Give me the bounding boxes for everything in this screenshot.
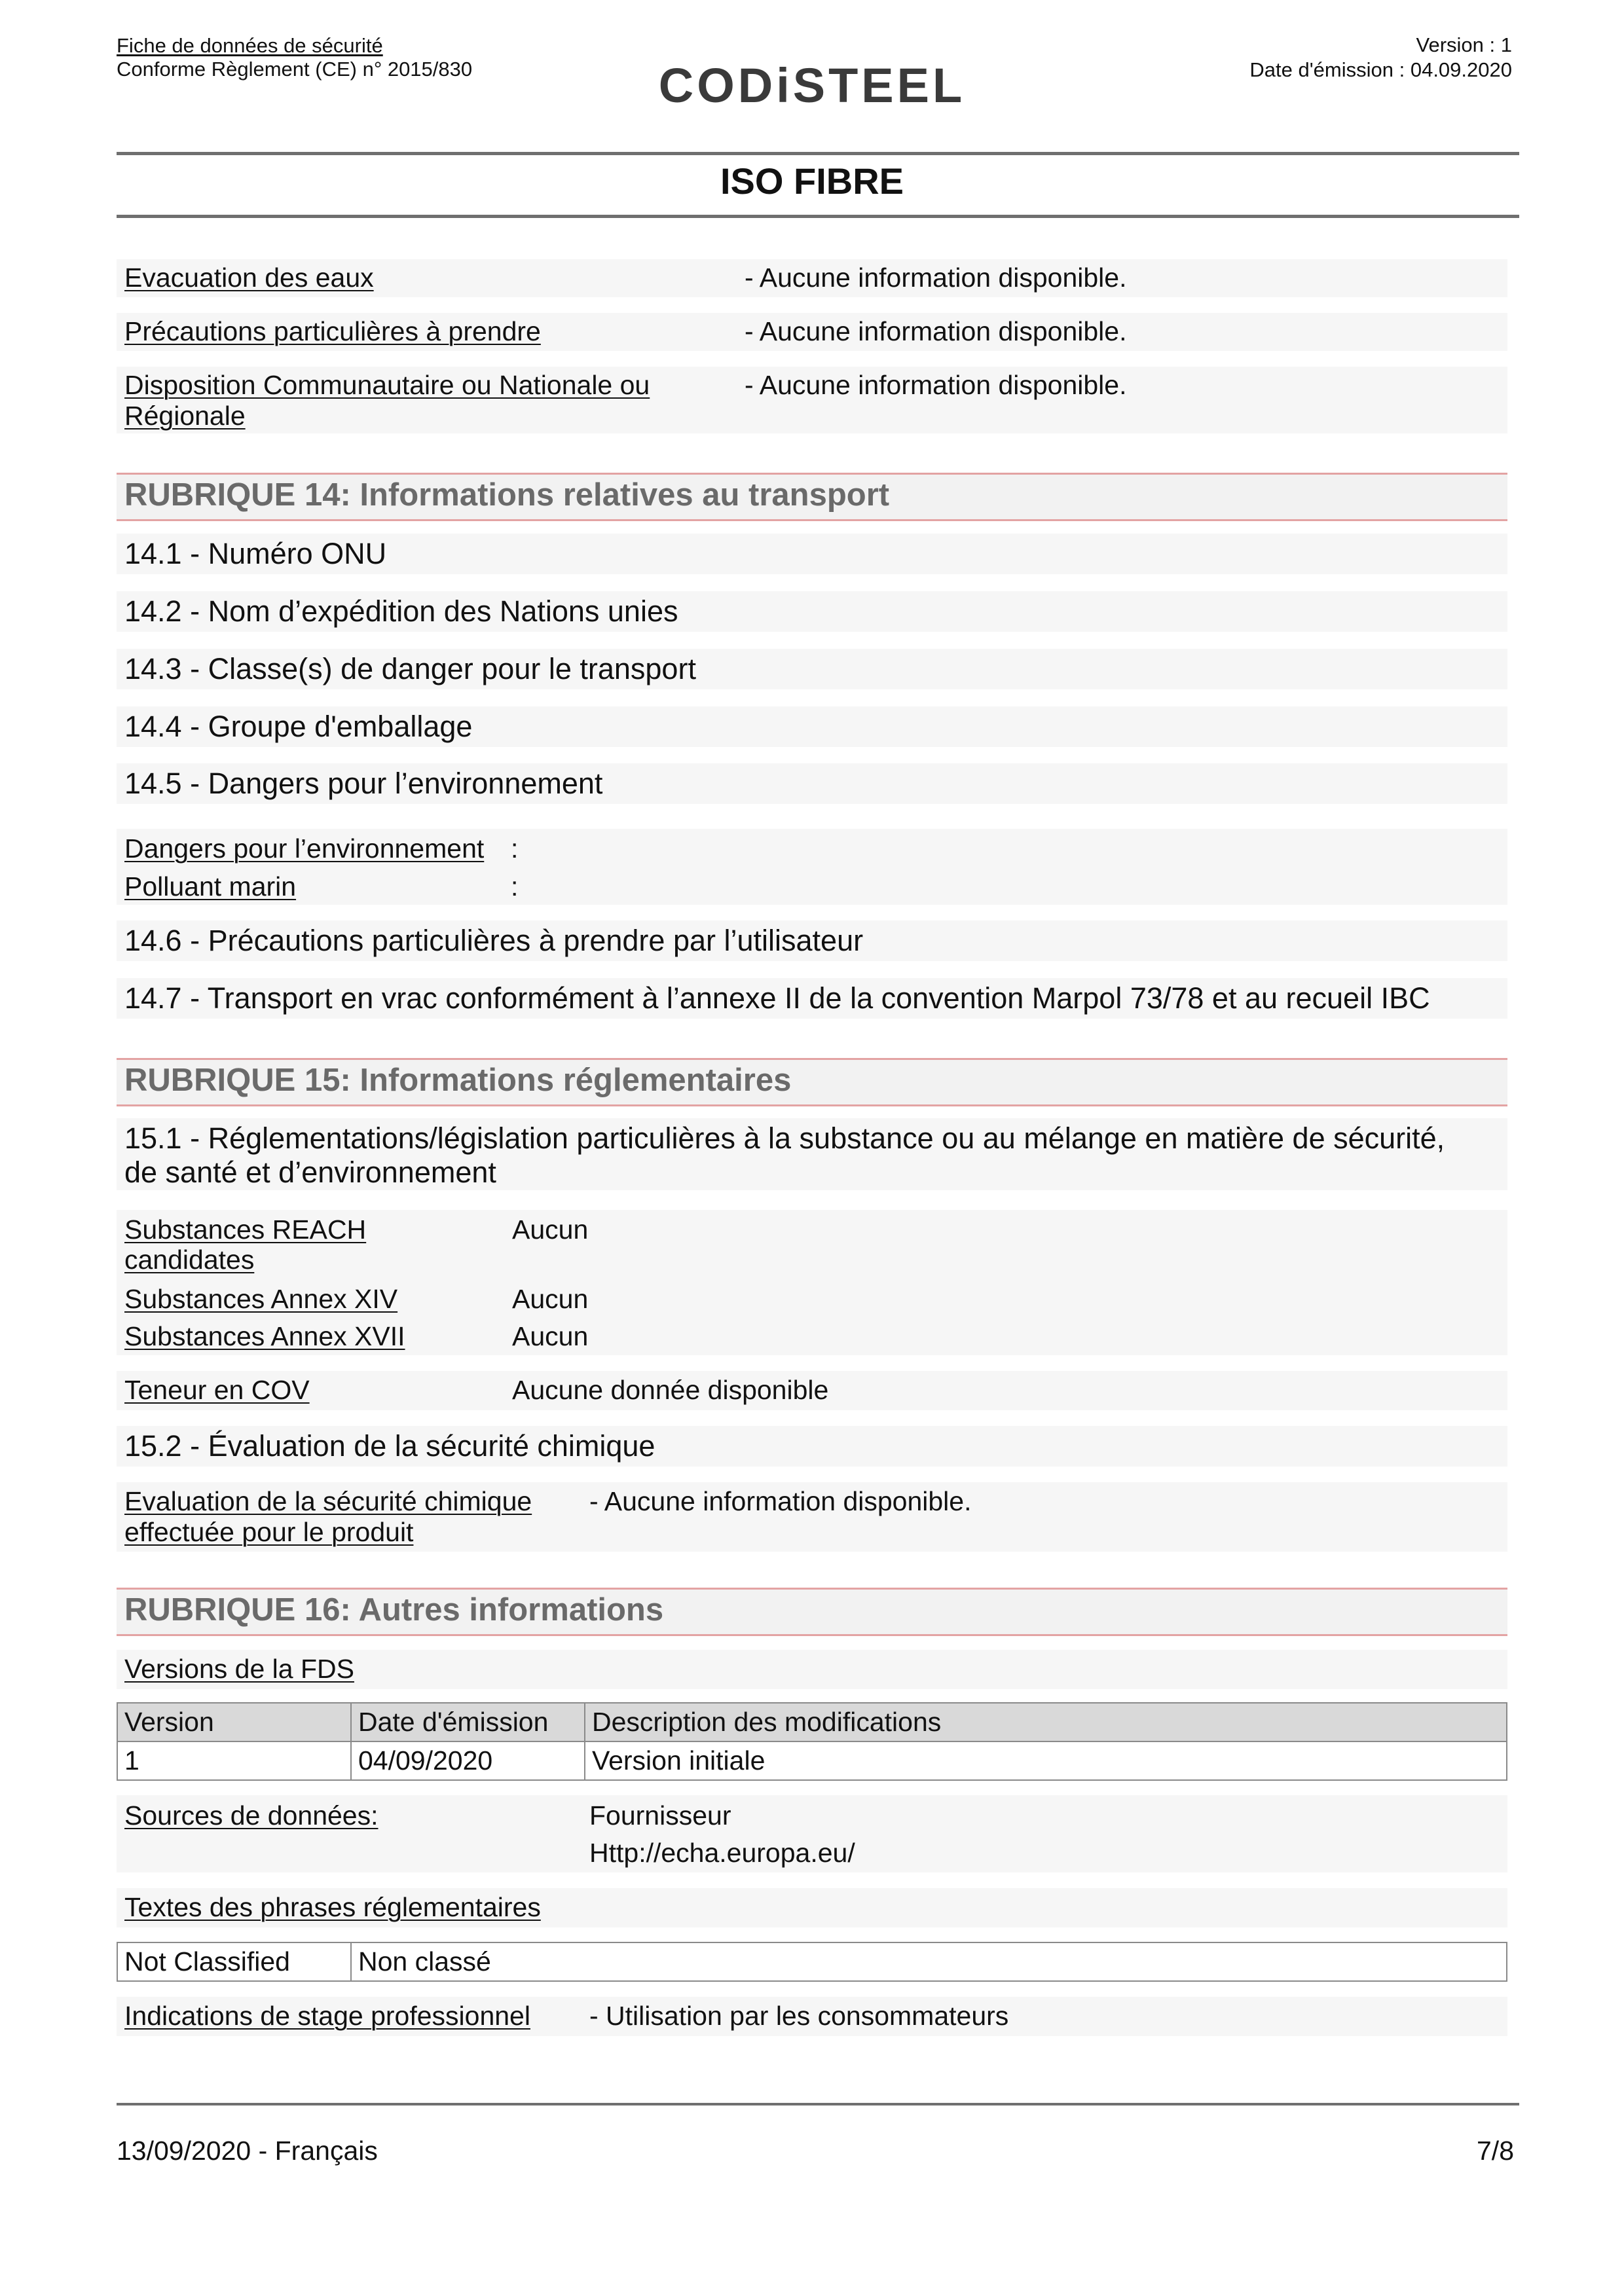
annex-xvii-label: Substances Annex XVII xyxy=(124,1321,405,1351)
env-dangers-colon: : xyxy=(511,833,519,864)
disposition-label-line2: Régionale xyxy=(124,401,246,431)
reach-value: Aucun xyxy=(512,1214,589,1245)
section-15-bottom-line xyxy=(117,1104,1507,1106)
reach-label-line2: candidates xyxy=(124,1245,255,1275)
source-echa-url: Http://echa.europa.eu/ xyxy=(589,1838,855,1868)
section-16-bottom-line xyxy=(117,1634,1507,1636)
stage-label: Indications de stage professionnel xyxy=(124,2001,530,2031)
annex-xiv-value: Aucun xyxy=(512,1284,589,1314)
cov-value: Aucune donnée disponible xyxy=(512,1375,829,1405)
table-row xyxy=(117,1741,1507,1780)
waste-water-value: - Aucune information disponible. xyxy=(745,263,1127,293)
precautions-label: Précautions particulières à prendre xyxy=(124,316,541,346)
item-14-4: 14.4 - Groupe d'emballage xyxy=(124,710,473,743)
phrases-label: Textes des phrases réglementaires xyxy=(124,1892,541,1922)
sources-label: Sources de données: xyxy=(124,1800,378,1831)
item-15-1: 15.1 - Réglementations/législation particulières à la substance ou au mélange en matière de sécurité, xyxy=(124,1121,1445,1155)
item-14-1: 14.1 - Numéro ONU xyxy=(124,537,387,570)
versions-label: Versions de la FDS xyxy=(124,1654,354,1684)
waste-water-label: Evacuation des eaux xyxy=(124,263,374,293)
disposition-label: Disposition Communautaire ou Nationale ou xyxy=(124,370,650,400)
env-dangers-label: Dangers pour l’environnement xyxy=(124,833,485,864)
cell-issue-date: 04/09/2020 xyxy=(351,1741,585,1780)
header-rule-top xyxy=(117,152,1519,155)
item-14-7: 14.7 - Transport en vrac conformément à l’annexe II de la convention Marpol 73/78 et au recueil IBC xyxy=(124,981,1430,1015)
issue-date: Date d'émission : 04.09.2020 xyxy=(1249,58,1512,81)
eval-value: - Aucune information disponible. xyxy=(589,1486,972,1516)
header-right xyxy=(1249,33,1512,82)
header-rule-bottom xyxy=(117,215,1519,218)
annex-xvii-value: Aucun xyxy=(512,1321,589,1351)
phrase-code: Not Classified xyxy=(117,1942,351,1981)
section-16-title: RUBRIQUE 16: Autres informations xyxy=(124,1592,664,1628)
marine-pollutant-label: Polluant marin xyxy=(124,871,297,902)
item-15-1-line2: de santé et d’environnement xyxy=(124,1156,496,1189)
page-number: 7/8 xyxy=(1477,2136,1514,2166)
col-issue-date: Date d'émission xyxy=(351,1703,585,1741)
precautions-value: - Aucune information disponible. xyxy=(745,316,1127,346)
item-14-3: 14.3 - Classe(s) de danger pour le transport xyxy=(124,652,696,685)
section-14-title: RUBRIQUE 14: Informations relatives au transport xyxy=(124,477,890,513)
table-row xyxy=(117,1942,1507,1981)
cell-version: 1 xyxy=(117,1741,351,1780)
marine-pollutant-colon: : xyxy=(511,871,519,902)
stage-value: - Utilisation par les consommateurs xyxy=(589,2001,1009,2031)
section-15-title: RUBRIQUE 15: Informations réglementaires xyxy=(124,1063,792,1098)
version-label: Version : 1 xyxy=(1416,33,1512,56)
eval-label-line2: effectuée pour le produit xyxy=(124,1517,414,1547)
versions-table xyxy=(117,1702,1507,1781)
product-title: ISO FIBRE xyxy=(720,160,904,202)
footer-date-language: 13/09/2020 - Français xyxy=(117,2136,378,2166)
section-14-bottom-line xyxy=(117,519,1507,521)
footer-rule xyxy=(117,2103,1519,2105)
doc-type: Fiche de données de sécurité xyxy=(117,34,383,57)
annex-xiv-label: Substances Annex XIV xyxy=(124,1284,398,1314)
item-14-6: 14.6 - Précautions particulières à prendre par l’utilisateur xyxy=(124,924,864,957)
phrase-text: Non classé xyxy=(351,1942,1507,1981)
codisteel-logo: CODiSTEEL xyxy=(658,58,966,113)
eval-label: Evaluation de la sécurité chimique xyxy=(124,1486,532,1516)
item-15-2: 15.2 - Évaluation de la sécurité chimique xyxy=(124,1429,655,1463)
col-version: Version xyxy=(117,1703,351,1741)
phrases-table xyxy=(117,1942,1507,1982)
cell-description: Version initiale xyxy=(585,1741,1507,1780)
cov-label: Teneur en COV xyxy=(124,1375,310,1405)
disposition-value: - Aucune information disponible. xyxy=(745,370,1127,400)
item-14-2: 14.2 - Nom d’expédition des Nations unies xyxy=(124,594,678,628)
regulation-ref: Conforme Règlement (CE) n° 2015/830 xyxy=(117,58,473,81)
item-14-5: 14.5 - Dangers pour l’environnement xyxy=(124,767,603,800)
source-supplier: Fournisseur xyxy=(589,1800,731,1831)
col-description: Description des modifications xyxy=(585,1703,1507,1741)
reach-label: Substances REACH xyxy=(124,1214,367,1245)
versions-table-header xyxy=(117,1703,1507,1741)
